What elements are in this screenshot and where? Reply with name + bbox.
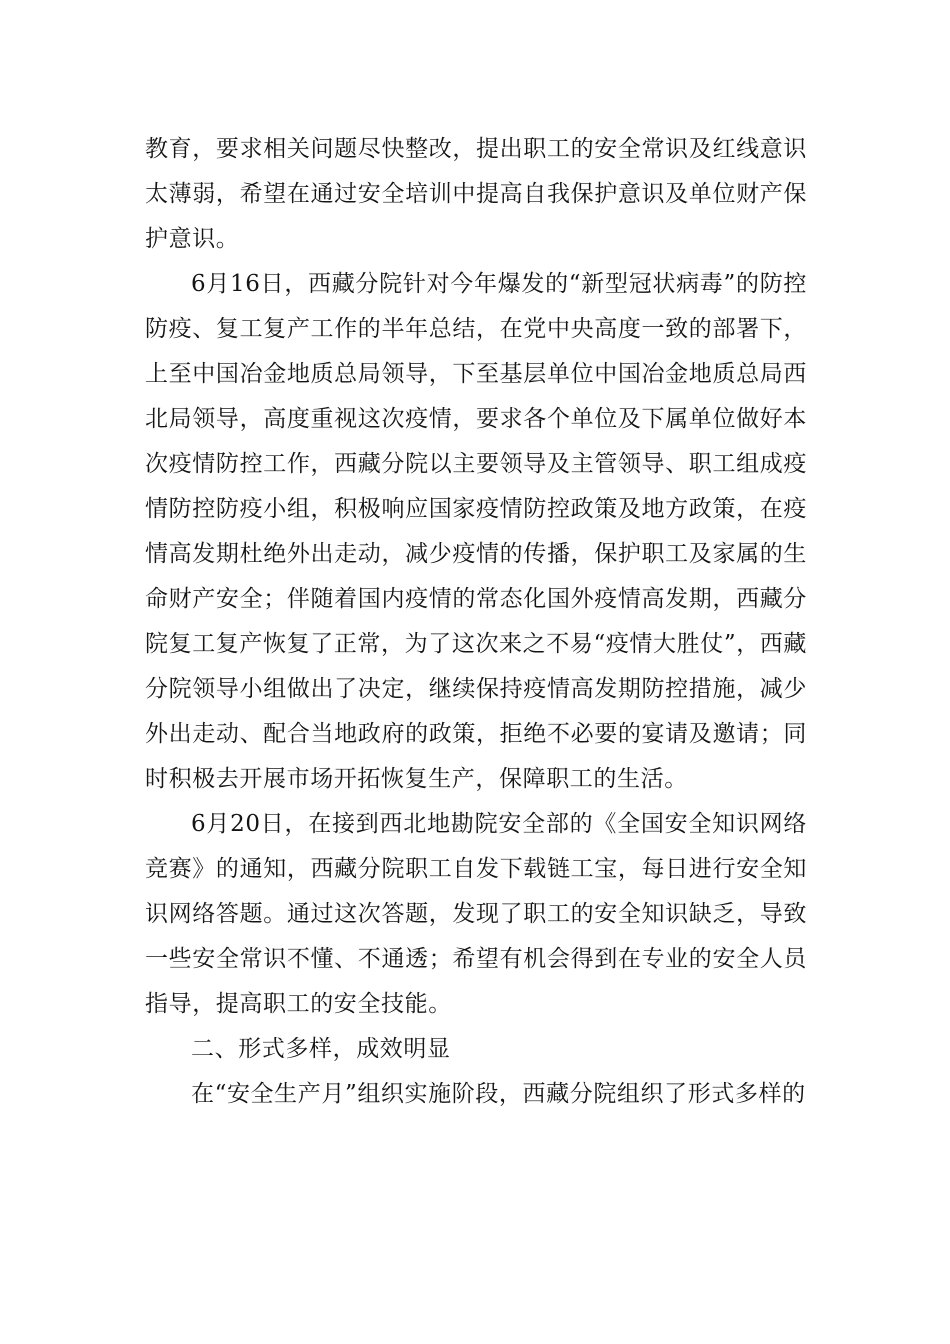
document-body [145, 127, 807, 1117]
section-heading: 二、形式多样，成效明显 [191, 1036, 451, 1062]
paragraph-june-20: 6月20日，在接到西北地勘院安全部的《全国安全知识网络竞赛》的通知，西藏分院职工自发下载链工宝，每日进行安全知识网络答题。通过这次答题，发现了职工的安全知识缺乏，导致一些安全常识不懂、不通透；希望有机会得到在专业的安全人员指导，提高职工的安全技能。 [145, 811, 807, 1017]
paragraph-june-16: 6月16日，西藏分院针对今年爆发的“新型冠状病毒”的防控防疫、复工复产工作的半年总结，在党中央高度一致的部署下，上至中国冶金地质总局领导，下至基层单位中国冶金地质总局西北局领导，高度重视这次疫情，要求各个单位及下属单位做好本次疫情防控工作，西藏分院以主要领导及主管领导、职工组成疫情防控防疫小组，积极响应国家疫情防控政策及地方政策，在疫情高发期杜绝外出走动，减少疫情的传播，保护职工及家属的生命财产安全；伴随着国内疫情的常态化国外疫情高发期，西藏分院复工复产恢复了正常，为了这次来之不易“疫情大胜仗”，西藏分院领导小组做出了决定，继续保持疫情高发期防控措施，减少外出走动、配合当地政府的政策，拒绝不必要的宴请及邀请；同时积极去开展市场开拓恢复生产，保障职工的生活。 [145, 271, 807, 792]
paragraph-continuation: 教育，要求相关问题尽快整改，提出职工的安全常识及红线意识太薄弱，希望在通过安全培训中提高自我保护意识及单位财产保护意识。 [145, 136, 807, 252]
paragraph-safety-month: 在“安全生产月”组织实施阶段，西藏分院组织了形式多样的 [191, 1081, 806, 1107]
